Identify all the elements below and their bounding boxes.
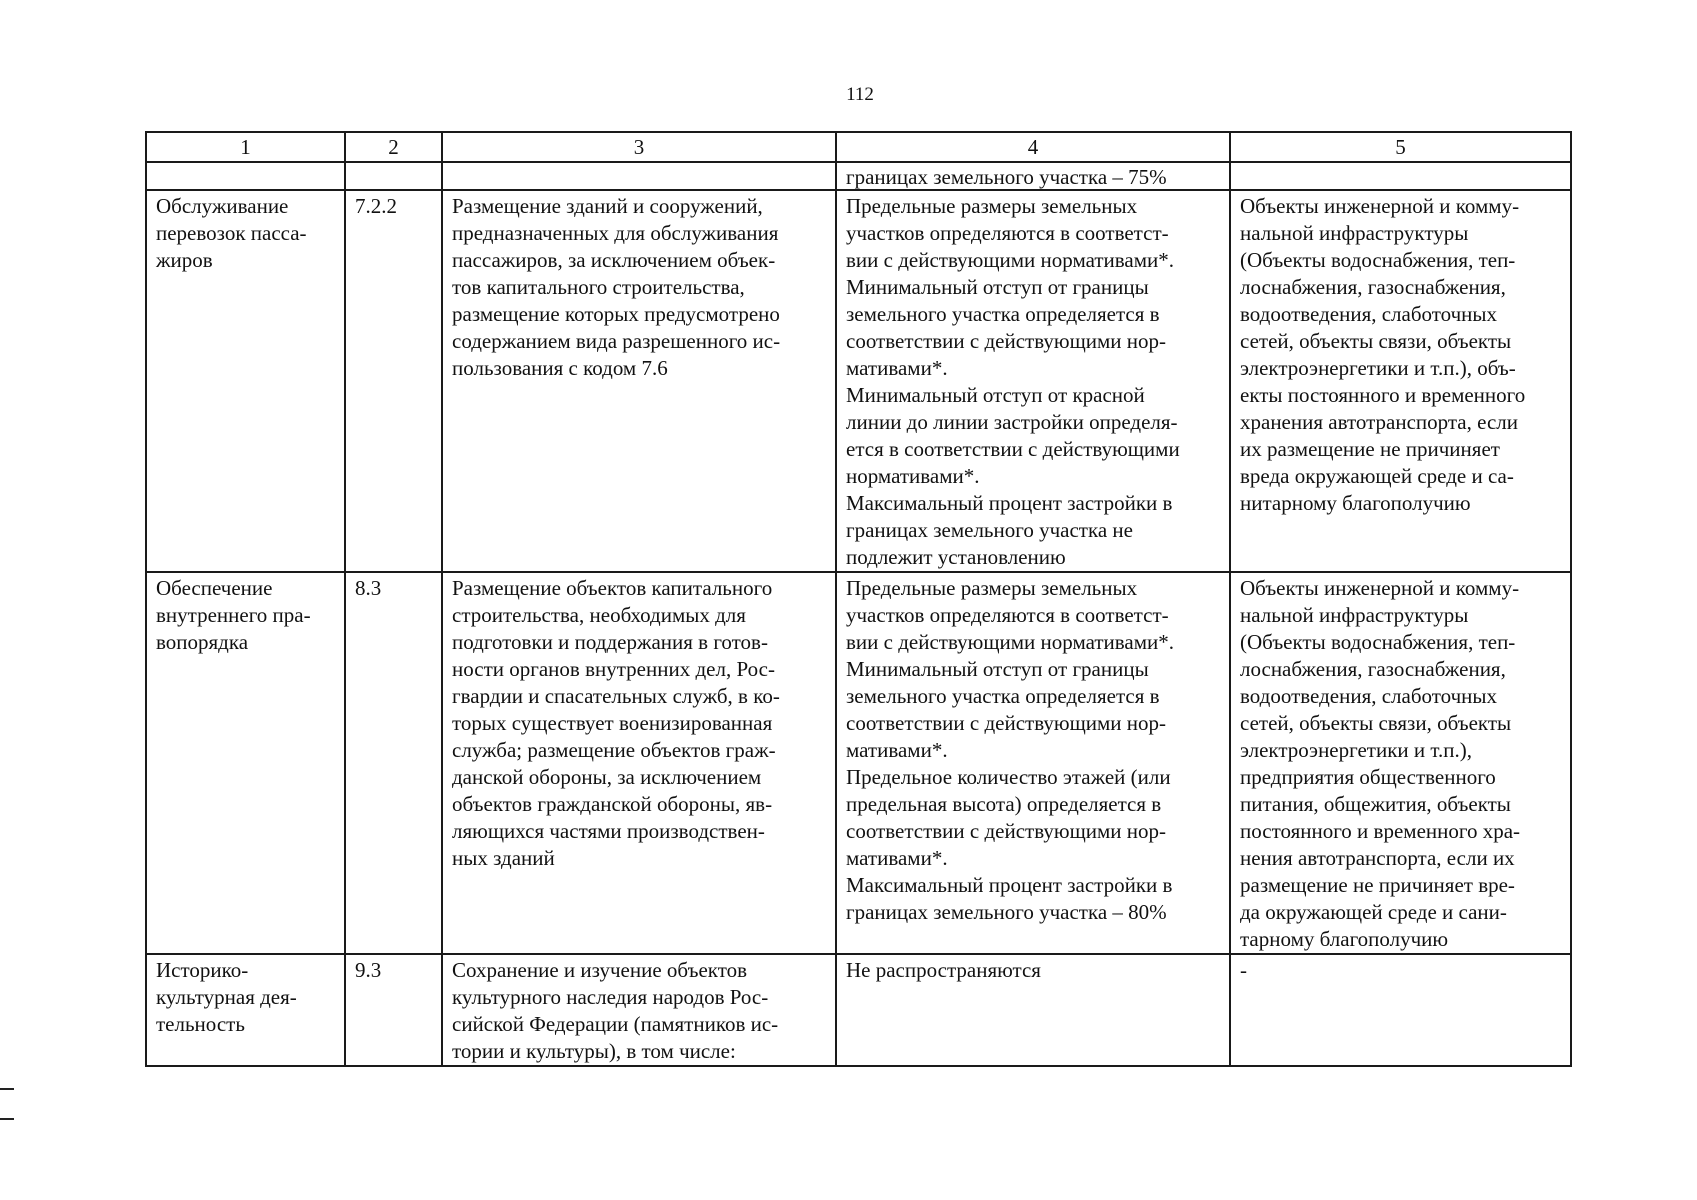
text-line: участков определяются в соответст-	[846, 221, 1169, 245]
header-col-4: 4	[836, 132, 1230, 162]
auxiliary-uses-cell	[1230, 190, 1571, 572]
text-line: лоснабжения, газоснабжения,	[1240, 657, 1506, 681]
auxiliary-uses-cell	[1230, 954, 1571, 1066]
use-name-cell	[146, 572, 345, 954]
text-line: лоснабжения, газоснабжения,	[1240, 275, 1506, 299]
text-line: предназначенных для обслуживания	[452, 221, 779, 245]
text-line: границах земельного участка – 80%	[846, 900, 1167, 924]
text-line: нальной инфраструктуры	[1240, 603, 1469, 627]
auxiliary-uses-cell	[1230, 572, 1571, 954]
text-line: (Объекты водоснабжения, теп-	[1240, 248, 1516, 272]
use-description-cell	[442, 954, 836, 1066]
text-line: культурная дея-	[156, 985, 297, 1009]
text-line: питания, общежития, объекты	[1240, 792, 1511, 816]
text-line: электроэнергетики и т.п.),	[1240, 738, 1472, 762]
text-line: сетей, объекты связи, объекты	[1240, 711, 1512, 735]
text-line: Размещение зданий и сооружений,	[452, 194, 763, 218]
text-line: торых существует военизированная	[452, 711, 773, 735]
text-line: сетей, объекты связи, объекты	[1240, 329, 1512, 353]
parameters-cell	[836, 954, 1230, 1066]
text-line: подлежит установлению	[846, 545, 1066, 569]
text-line: пассажиров, за исключением объек-	[452, 248, 776, 272]
text-line: вии с действующими нормативами*.	[846, 630, 1175, 654]
text-line: тельность	[156, 1012, 245, 1036]
table-row	[146, 572, 1571, 954]
text-line: внутреннего пра-	[156, 603, 311, 627]
parameters-cell	[836, 572, 1230, 954]
text-line: мативами*.	[846, 356, 948, 380]
header-row	[146, 132, 1571, 162]
text-line: Максимальный процент застройки в	[846, 873, 1173, 897]
text-line: их размещение не причиняет	[1240, 437, 1500, 461]
text-line: постоянного и временного хра-	[1240, 819, 1521, 843]
text-line: -	[1240, 958, 1247, 982]
text-line: вии с действующими нормативами*.	[846, 248, 1175, 272]
continuation-cell-1	[146, 162, 345, 190]
text-line: строительства, необходимых для	[452, 603, 746, 627]
text-line: границах земельного участка не	[846, 518, 1133, 542]
text-line: да окружающей среде и сани-	[1240, 900, 1507, 924]
use-name-cell	[146, 954, 345, 1066]
use-code-cell: 7.2.2	[345, 190, 442, 572]
text-line: тов капитального строительства,	[452, 275, 745, 299]
text-line: служба; размещение объектов граж-	[452, 738, 776, 762]
text-line: нения автотранспорта, если их	[1240, 846, 1515, 870]
text-line: водоотведения, слаботочных	[1240, 302, 1498, 326]
use-description-cell	[442, 572, 836, 954]
text-line: участков определяются в соответст-	[846, 603, 1169, 627]
continuation-row	[146, 162, 1571, 190]
text-line: екты постоянного и временного	[1240, 383, 1526, 407]
text-line: нитарному благополучию	[1240, 491, 1471, 515]
text-line: мативами*.	[846, 846, 948, 870]
text-line: Максимальный процент застройки в	[846, 491, 1173, 515]
text-line: Предельные размеры земельных	[846, 194, 1138, 218]
text-line: предельная высота) определяется в	[846, 792, 1162, 816]
text-line: пользования с кодом 7.6	[452, 356, 668, 380]
land-use-table	[145, 131, 1572, 1067]
text-line: тории и культуры), в том числе:	[452, 1039, 736, 1063]
text-line: ности органов внутренних дел, Рос-	[452, 657, 775, 681]
text-line: Не распространяются	[846, 958, 1041, 982]
text-line: Объекты инженерной и комму-	[1240, 576, 1520, 600]
text-line: ется в соответствии с действующими	[846, 437, 1180, 461]
text-line: вреда окружающей среде и са-	[1240, 464, 1514, 488]
margin-mark	[0, 1118, 14, 1120]
text-line: электроэнергетики и т.п.), объ-	[1240, 356, 1516, 380]
header-col-1: 1	[146, 132, 345, 162]
text-line: (Объекты водоснабжения, теп-	[1240, 630, 1516, 654]
text-line: тарному благополучию	[1240, 927, 1449, 951]
text-line: перевозок пасса-	[156, 221, 307, 245]
text-line: хранения автотранспорта, если	[1240, 410, 1519, 434]
text-line: соответствии с действующими нор-	[846, 819, 1167, 843]
text-line: Обеспечение	[156, 576, 273, 600]
header-col-3: 3	[442, 132, 836, 162]
text-line: подготовки и поддержания в готов-	[452, 630, 768, 654]
text-line: Минимальный отступ от красной	[846, 383, 1145, 407]
use-description-cell	[442, 190, 836, 572]
text-line: Историко-	[156, 958, 249, 982]
text-line: размещение не причиняет вре-	[1240, 873, 1515, 897]
text-line: земельного участка определяется в	[846, 302, 1160, 326]
text-line: сийской Федерации (памятников ис-	[452, 1012, 779, 1036]
use-code-cell: 8.3	[345, 572, 442, 954]
text-line: линии до линии застройки определя-	[846, 410, 1178, 434]
continuation-cell-5	[1230, 162, 1571, 190]
continuation-cell-2	[345, 162, 442, 190]
text-line: Сохранение и изучение объектов	[452, 958, 748, 982]
text-line: Объекты инженерной и комму-	[1240, 194, 1520, 218]
header-col-5: 5	[1230, 132, 1571, 162]
margin-mark	[0, 1088, 14, 1090]
text-line: размещение которых предусмотрено	[452, 302, 780, 326]
text-line: ляющихся частями производствен-	[452, 819, 765, 843]
text-line: соответствии с действующими нор-	[846, 711, 1167, 735]
text-line: ных зданий	[452, 846, 555, 870]
use-name-cell	[146, 190, 345, 572]
parameters-cell	[836, 190, 1230, 572]
text-line: гвардии и спасательных служб, в ко-	[452, 684, 780, 708]
continuation-cell-4: границах земельного участка – 75%	[836, 162, 1230, 190]
text-line: культурного наследия народов Рос-	[452, 985, 769, 1009]
text-line: Обслуживание	[156, 194, 289, 218]
use-code-cell: 9.3	[345, 954, 442, 1066]
text-line: данской обороны, за исключением	[452, 765, 762, 789]
text-line: Предельные размеры земельных	[846, 576, 1138, 600]
text-line: Размещение объектов капитального	[452, 576, 773, 600]
text-line: предприятия общественного	[1240, 765, 1496, 789]
text-line: мативами*.	[846, 738, 948, 762]
page-number: 112	[846, 84, 874, 105]
text-line: содержанием вида разрешенного ис-	[452, 329, 781, 353]
continuation-cell-3	[442, 162, 836, 190]
text-line: Минимальный отступ от границы	[846, 275, 1149, 299]
text-line: нальной инфраструктуры	[1240, 221, 1469, 245]
text-line: водоотведения, слаботочных	[1240, 684, 1498, 708]
text-line: соответствии с действующими нор-	[846, 329, 1167, 353]
text-line: вопорядка	[156, 630, 249, 654]
table-row	[146, 954, 1571, 1066]
text-line: Предельное количество этажей (или	[846, 765, 1171, 789]
text-line: земельного участка определяется в	[846, 684, 1160, 708]
header-col-2: 2	[345, 132, 442, 162]
text-line: нормативами*.	[846, 464, 980, 488]
text-line: жиров	[156, 248, 213, 272]
table-row	[146, 190, 1571, 572]
text-line: Минимальный отступ от границы	[846, 657, 1149, 681]
text-line: объектов гражданской обороны, яв-	[452, 792, 773, 816]
